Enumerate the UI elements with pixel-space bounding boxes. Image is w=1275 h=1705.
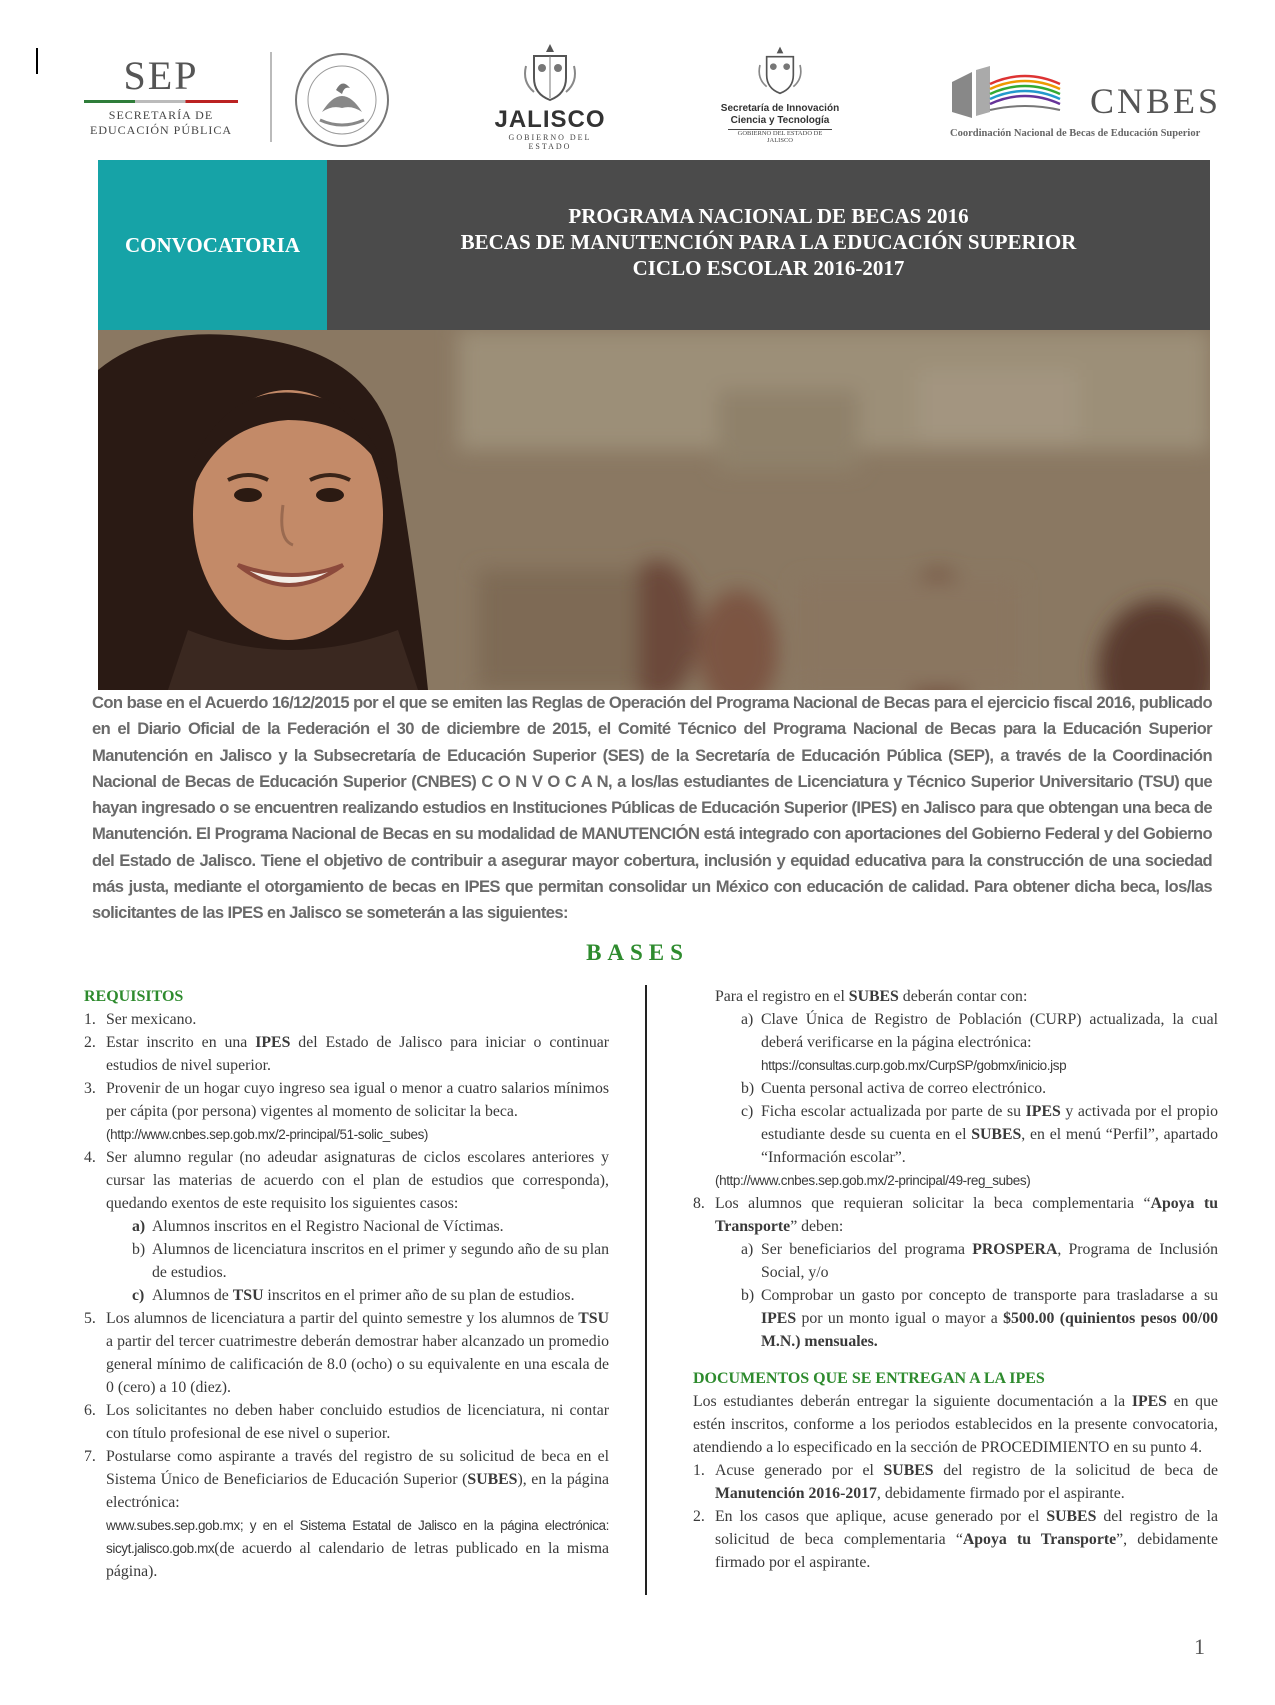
sub-item: b) Cuenta personal activa de correo electrónico. [741,1080,1047,1097]
list-item: 1. Ser mexicano. [84,1011,197,1028]
sep-logo [76,53,246,138]
sub-item: b) Comprobar un gasto por concepto de transporte para trasladarse a su IPES por un monto igual o mayor a $500.00 (quinientos pesos 00/00 M.N.) mensuales. [741,1287,1218,1350]
cnbes-logo-sub: Coordinación Nacional de Becas de Educación Superior [950,128,1201,139]
open-book-icon [950,62,1080,122]
curp-url: https://consultas.curp.gob.mx/CurpSP/gobmx/inicio.jsp [761,1058,1067,1073]
program-title-box [327,160,1210,330]
text-cursor [36,48,38,74]
requisitos-heading: REQUISITOS [84,988,184,1005]
sep-logo-name: SEP [123,53,199,98]
documentos-paragraph: Los estudiantes deberán entregar la siguiente documentación a la IPES en que estén inscritos, conforme a los periodos establecidos en la presente convocatoria, atendiendo a lo especificado en la sección de PROCEDIMIENTO en su punto 4. [693,1393,1218,1456]
header-banner [98,160,1210,330]
convocatoria-box [98,160,327,330]
list-item: 3. Provenir de un hogar cuyo ingreso sea igual o menor a cuatro salarios mínimos per cápita (por persona) vigentes al momento de solicitar la beca. (http://www.cnbes.sep.gob.mx/2-principal/51-solic_subes) [84,1080,609,1142]
list-item: 7. Postularse como aspirante a través del registro de su solicitud de beca en el Sistema Único de Beneficiarios de Educación Superior (SUBES), en la página electrónica: www.subes.sep.gob.mx; y en el Sistema Estatal de Jalisco en la página electrónica: sicyt.jalisco.gob.mx(de acuerdo al calendario de letras publicado en la misma página). [84,1448,609,1580]
list-item: 8. Los alumnos que requieran solicitar la beca complementaria “Apoya tu Transporte” deben: [693,1195,1218,1235]
sub-item: c) Alumnos de TSU inscritos en el primer año de su plan de estudios. [132,1287,575,1304]
subes-intro: Para el registro en el SUBES deberán contar con: [715,988,1028,1005]
sub-item: c) Ficha escolar actualizada por parte de su IPES y activada por el propio estudiante desde su cuenta en el SUBES, en el menú “Perfil”, apartado “Información escolar”. [741,1103,1219,1166]
sicyt-shield-icon [755,42,805,98]
requisito-3-url: (http://www.cnbes.sep.gob.mx/2-principal/51-solic_subes) [106,1127,429,1142]
program-title-line2: BECAS DE MANUTENCIÓN PARA LA EDUCACIÓN SUPERIOR [460,230,1077,254]
sicyt-logo-line2: Ciencia y Tecnología [730,115,830,126]
list-item: 5. Los alumnos de licenciatura a partir del quinto semestre y los alumnos de TSU a partir del tercer cuatrimestre deberán demostrar haber alcanzado un promedio general mínimo de calificación de 8.0 (ocho) o su equivalente en una escala de 0 (cero) a 10 (diez). [84,1310,609,1396]
list-item: 6. Los solicitantes no deben haber concluido estudios de licenciatura, ni contar con título profesional de ese nivel o superior. [84,1402,609,1442]
jalisco-logo-name: JALISCO [494,106,606,133]
mexico-seal-logo [292,50,392,150]
intro-paragraph: Con base en el Acuerdo 16/12/2015 por el que se emiten las Reglas de Operación del Programa Nacional de Becas para el ejercicio fiscal 2016, publicado en el Diario Oficial de la Federación el 30 de diciembre de 2015, el Comité Técnico del Programa Nacional de Becas para la Educación Superior Manutención en Jalisco y la Subsecretaría de Educación Superior (SES) de la Secretaría de Educación Pública (SEP), a través de la Coordinación Nacional de Becas de Educación Superior (CNBES) C O N V O C A N, a los/las estudiantes de Licenciatura y Técnico Superior Universitario (TSU) que hayan ingresado o se encuentren realizando estudios en Instituciones Públicas de Educación Superior (IPES) en Jalisco para que obtengan una beca de Manutención. El Programa Nacional de Becas en su modalidad de MANUTENCIÓN está integrado con aportaciones del Gobierno Federal y del Gobierno del Estado de Jalisco. Tiene el objetivo de contribuir a asegurar mayor cobertura, inclusión y equidad educativa para la construcción de una sociedad más justa, mediante el otorgamiento de becas en IPES que permitan consolidar un México con educación de calidad. Para obtener dicha beca, los/las solicitantes de las IPES en Jalisco se someterán a las siguientes: [92,693,1212,923]
list-item: 4. Ser alumno regular (no adeudar asignaturas de ciclos escolares anteriores y cursar las materias de acuerdo con el plan de estudios que corresponda), quedando exentos de este requisito los siguientes casos: [84,1149,609,1212]
subes-url: www.subes.sep.gob.mx; y en el Sistema Estatal de Jalisco en la página electrónica: sicyt.jalisco.gob.mx [106,1518,609,1556]
page-number: 1 [1194,1634,1205,1659]
cnbes-logo-name: CNBES [1090,81,1222,121]
student-photo [98,330,1210,690]
jalisco-logo [490,42,610,152]
logo-divider [270,52,272,142]
sicyt-logo-line1: Secretaría de Innovación [720,103,840,114]
sub-item: a) Alumnos inscritos en el Registro Nacional de Víctimas. [132,1218,504,1235]
sicyt-logo [710,42,850,152]
registro-column [693,985,1218,1574]
list-item: 2. Estar inscrito en una IPES del Estado de Jalisco para iniciar o continuar estudios de nivel superior. [84,1034,610,1074]
eagle-seal-icon [292,50,392,150]
jalisco-shield-icon [520,42,580,102]
list-item: 2. En los casos que aplique, acuse generado por el SUBES del registro de la solicitud de beca complementaria “Apoya tu Transporte”, debidamente firmado por el aspirante. [693,1508,1219,1571]
student-photo-illustration [98,330,1210,690]
requisito-1: Ser mexicano. [106,1011,197,1028]
sep-logo-rule [84,100,238,103]
sep-logo-line2: EDUCACIÓN PÚBLICA [89,123,232,137]
jalisco-logo-sub: GOBIERNO DEL ESTADO [508,133,592,151]
requisitos-column [84,985,609,1583]
sub-item: a) Ser beneficiarios del programa PROSPERA, Programa de Inclusión Social, y/o [741,1241,1218,1281]
documentos-heading: DOCUMENTOS QUE SE ENTREGAN A LA IPES [693,1370,1045,1387]
sicyt-logo-sub: GOBIERNO DEL ESTADO DE JALISCO [728,129,832,144]
sub-item: b) Alumnos de licenciatura inscritos en el primer y segundo año de su plan de estudios. [132,1241,609,1281]
convocatoria-label: CONVOCATORIA [125,232,300,257]
list-item: 1. Acuse generado por el SUBES del registro de la solicitud de beca de Manutención 2016-2017, debidamente firmado por el aspirante. [693,1462,1218,1502]
logo-row [70,40,1222,155]
program-title-line3: CICLO ESCOLAR 2016-2017 [632,256,905,280]
reg-subes-url: (http://www.cnbes.sep.gob.mx/2-principal/49-reg_subes) [715,1173,1031,1188]
bases-title: BASES [586,940,689,965]
program-title-line1: PROGRAMA NACIONAL DE BECAS 2016 [568,204,969,228]
column-divider [645,985,647,1595]
cnbes-logo [950,62,1275,152]
sub-item: a) Clave Única de Registro de Población (CURP) actualizada, la cual deberá verificarse en la página electrónica: https://consultas.curp.gob.mx/CurpSP/gobmx/inicio.jsp [741,1011,1218,1073]
sep-logo-line1: SECRETARÍA DE [108,108,214,122]
